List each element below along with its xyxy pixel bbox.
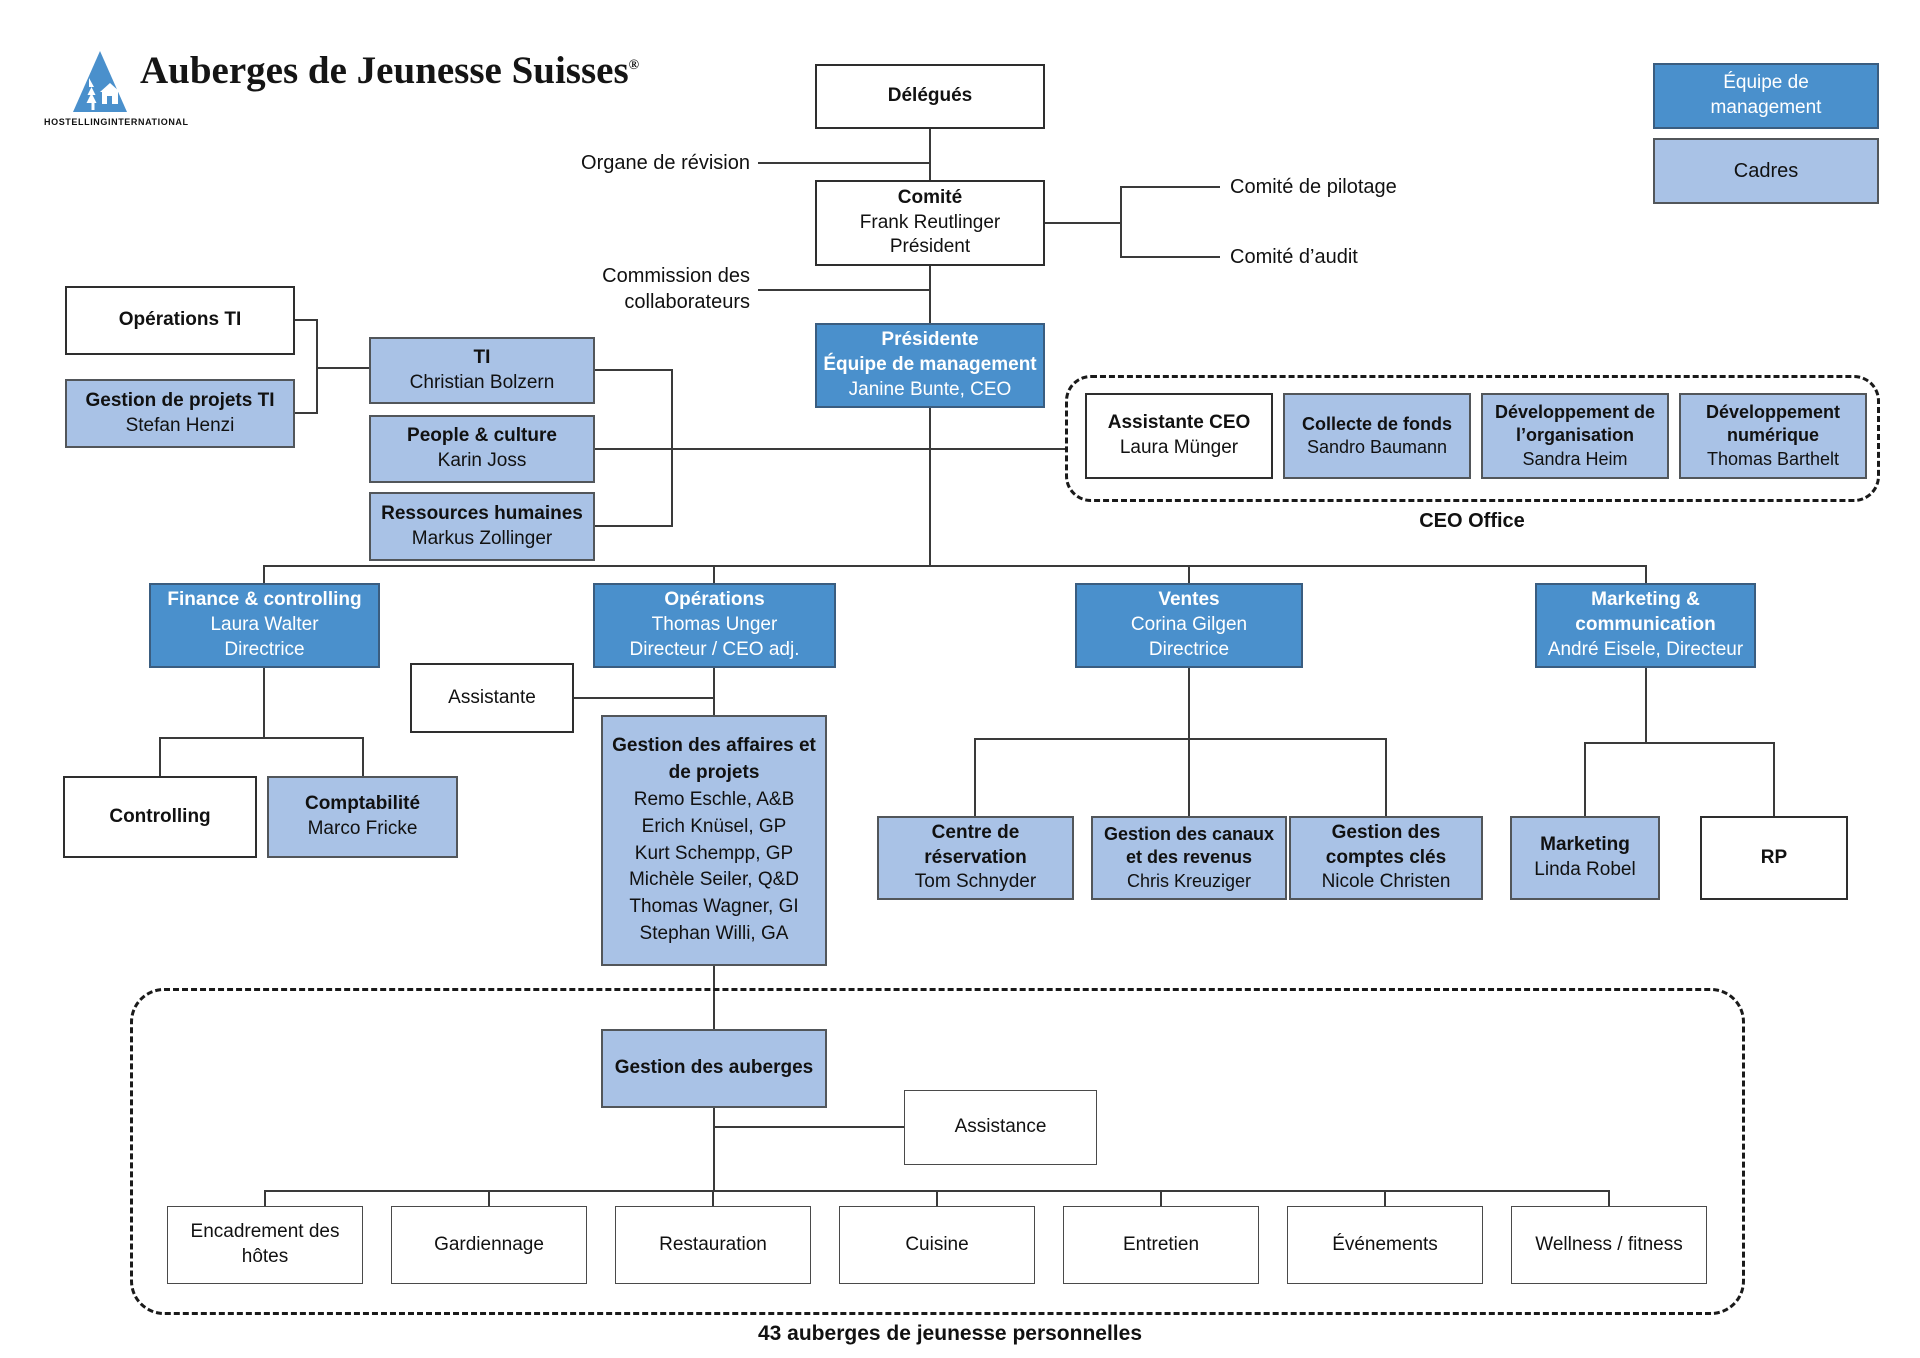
wire-canaux-stub [1188,738,1190,816]
wire-operations-affaires [713,668,715,715]
wire-comite-presidente [929,266,931,323]
node-operations: Opérations Thomas Unger Directeur / CEO adj. [593,583,836,668]
wire-marketing-down [1645,668,1647,742]
node-gestion-auberges: Gestion des auberges [601,1029,827,1108]
node-gestion-canaux: Gestion des canaux et des revenus Chris Kreuziger [1091,816,1287,900]
node-gardiennage: Gardiennage [391,1206,587,1284]
node-centre-reservation: Centre de réservation Tom Schnyder [877,816,1074,900]
node-comite: Comité Frank Reutlinger Président [815,180,1045,266]
node-wellness-fitness: Wellness / fitness [1511,1206,1707,1284]
node-finance-controlling: Finance & controlling Laura Walter Directrice [149,583,380,668]
node-rp: RP [1700,816,1848,900]
wire-division-distribution [263,565,1647,567]
wire-finance-split [159,737,364,739]
comite-audit-label: Comité d’audit [1230,246,1358,268]
wire-marketing-split [1584,742,1775,744]
wire-ti-bracket-h [316,367,369,369]
wire-presidente-down [929,408,931,565]
node-dev-organisation: Développement de l’organisation Sandra Heim [1481,393,1669,479]
wire-ventes-split [974,738,1387,740]
wire-controlling-stub [159,737,161,776]
comite-pilotage-label: Comité de pilotage [1230,176,1397,198]
node-entretien: Entretien [1063,1206,1259,1284]
wire-rh-right-stub [595,525,672,527]
node-dev-numerique: Développement numérique Thomas Barthelt [1679,393,1867,479]
node-controlling: Controlling [63,776,257,858]
wire-bracket-audit [1120,256,1220,258]
node-gestion-affaires: Gestion des affaires et de projets Remo Eschle, A&B Erich Knüsel, GP Kurt Schempp, GP Michèle Seiler, Q&D Thomas Wagner, GI Stephan Willi, GA [601,715,827,966]
wire-marketing-child-stub [1584,742,1586,816]
wire-operations-stub [713,565,715,583]
wire-ventes-down [1188,668,1190,738]
wire-organe [758,162,930,164]
wire-comptabilite-stub [362,737,364,776]
node-marketing: Marketing Linda Robel [1510,816,1660,900]
wire-ti-ceo-office [595,448,1065,450]
wire-marketing-stub [1645,565,1647,583]
registered-mark: ® [628,58,640,73]
wire-assistante-link [574,697,714,699]
node-operations-ti: Opérations TI [65,286,295,355]
wire-finance-stub [263,565,265,583]
wire-comite-bracket [1045,222,1121,224]
wire-centre-stub [974,738,976,816]
wire-opti-stub [295,319,318,321]
wire-ventes-stub [1188,565,1190,583]
commission-collaborateurs-label: Commission des collaborateurs [602,265,750,313]
ceo-office-label: CEO Office [1419,510,1525,532]
wire-comptes-stub [1385,738,1387,816]
node-assistance: Assistance [904,1090,1097,1165]
node-comptabilite: Comptabilité Marco Fricke [267,776,458,858]
node-ti: TI Christian Bolzern [369,337,595,404]
node-assistante: Assistante [410,663,574,733]
legend-equipe-management: Équipe de management [1653,63,1879,129]
wire-delegues-comite [929,129,931,180]
node-collecte-fonds: Collecte de fonds Sandro Baumann [1283,393,1471,479]
node-cuisine: Cuisine [839,1206,1035,1284]
node-restauration: Restauration [615,1206,811,1284]
legend-cadres: Cadres [1653,138,1879,204]
node-encadrement-hotes: Encadrement des hôtes [167,1206,363,1284]
node-ressources-humaines: Ressources humaines Markus Zollinger [369,492,595,561]
hostelling-international-label: HOSTELLINGINTERNATIONAL [44,117,189,127]
wire-commission [758,289,930,291]
wire-bracket-vertical [1120,186,1122,258]
node-comptes-cles: Gestion des comptes clés Nicole Christen [1289,816,1483,900]
node-marketing-communication: Marketing & communication André Eisele, Directeur [1535,583,1756,668]
node-ventes: Ventes Corina Gilgen Directrice [1075,583,1303,668]
node-presidente: Présidente Équipe de management Janine Bunte, CEO [815,323,1045,408]
logo-wordmark: Auberges de Jeunesse Suisses® [140,49,640,92]
wire-ti-group-v [671,369,673,527]
node-delegues: Délégués [815,64,1045,129]
wire-rp-stub [1773,742,1775,816]
wire-ti-right-stub [595,369,672,371]
organe-revision-label: Organe de révision [581,152,750,174]
wire-gpti-stub [295,412,318,414]
node-people-culture: People & culture Karin Joss [369,415,595,483]
wire-finance-down [263,668,265,737]
node-gestion-projets-ti: Gestion de projets TI Stefan Henzi [65,379,295,448]
wire-bracket-pilotage [1120,186,1220,188]
hostelling-international-logo-icon [72,50,128,114]
node-evenements: Événements [1287,1206,1483,1284]
caption-43-auberges: 43 auberges de jeunesse personnelles [757,1322,1142,1345]
node-assistante-ceo: Assistante CEO Laura Münger [1085,393,1273,479]
